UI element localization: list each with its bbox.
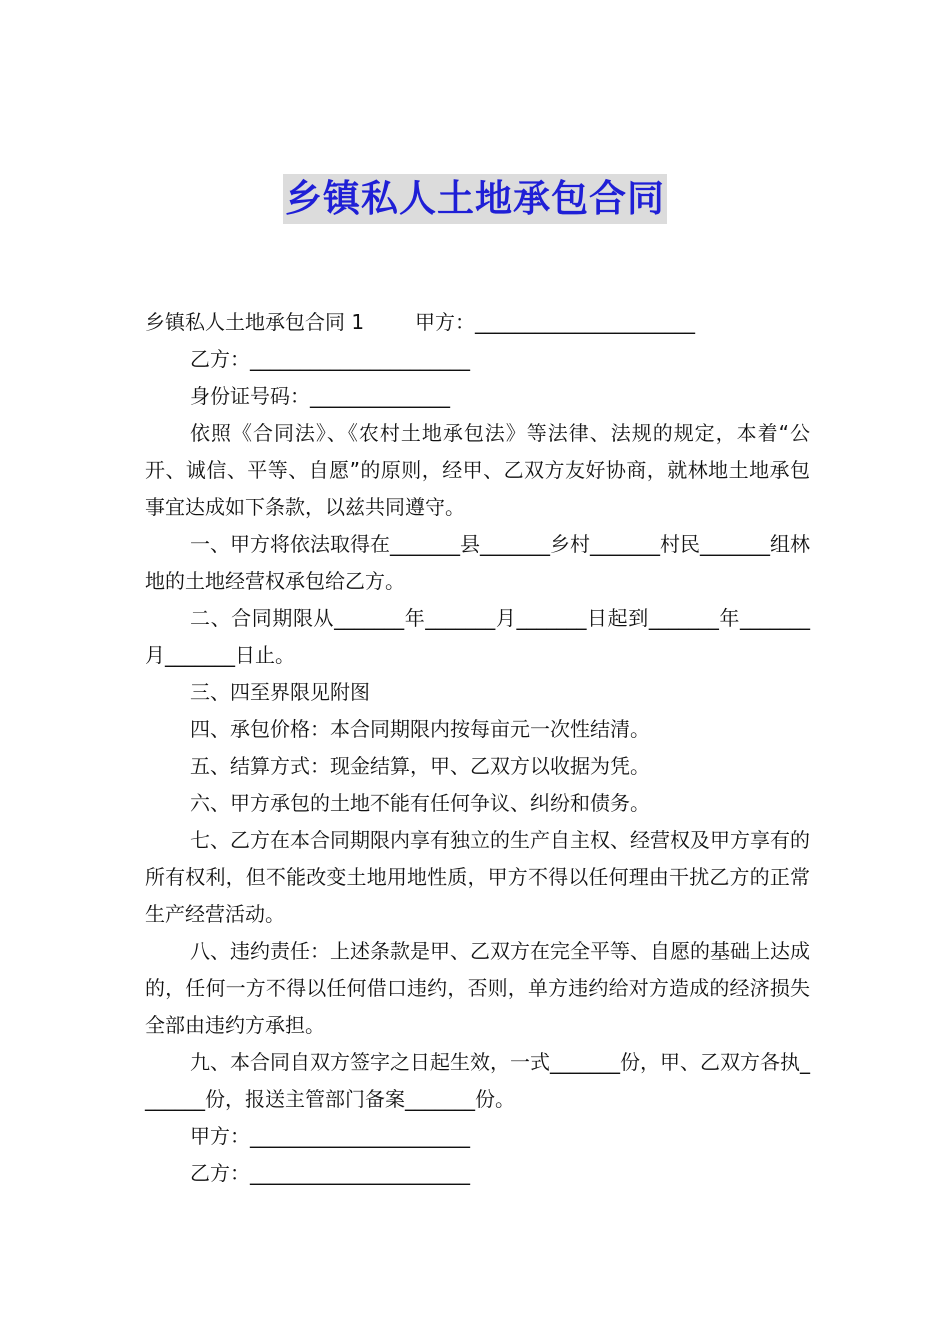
contract-heading-party-a-line: 乡镇私人土地承包合同 1 甲方：______________________ (145, 310, 695, 334)
clause-3: 三、四至界限见附图 (190, 680, 370, 704)
document-title: 乡镇私人土地承包合同 (283, 174, 667, 224)
signature-party-b: 乙方：______________________ (190, 1161, 470, 1185)
preamble-paragraph: 依照《合同法》、《农村土地承包法》等法律、法规的规定，本着“公开、诚信、平等、自愿”的原则，经甲、乙双方友好协商，就林地土地承包事宜达成如下条款，以兹共同遵守。 (145, 421, 810, 519)
document-body (145, 304, 810, 1192)
clause-2: 二、合同期限从_______年_______月_______日起到_______年_______月_______日止。 (145, 606, 810, 667)
clause-1: 一、甲方将依法取得在_______县_______乡村_______村民_______组林地的土地经营权承包给乙方。 (145, 532, 810, 593)
party-b-line: 乙方：______________________ (190, 347, 470, 371)
clause-4: 四、承包价格：本合同期限内按每亩元一次性结清。 (190, 717, 650, 741)
clause-5: 五、结算方式：现金结算，甲、乙双方以收据为凭。 (190, 754, 650, 778)
clause-7: 七、乙方在本合同期限内享有独立的生产自主权、经营权及甲方享有的所有权利，但不能改变土地用地性质，甲方不得以任何理由干扰乙方的正常生产经营活动。 (145, 828, 810, 926)
clause-6: 六、甲方承包的土地不能有任何争议、纠纷和债务。 (190, 791, 650, 815)
clause-9: 九、本合同自双方签字之日起生效，一式_______份，甲、乙双方各执_______份，报送主管部门备案_______份。 (145, 1050, 810, 1111)
title-container (0, 174, 950, 224)
signature-party-a: 甲方：______________________ (190, 1124, 470, 1148)
id-number-line: 身份证号码：______________ (190, 384, 450, 408)
clause-8: 八、违约责任：上述条款是甲、乙双方在完全平等、自愿的基础上达成的，任何一方不得以任何借口违约，否则，单方违约给对方造成的经济损失全部由违约方承担。 (145, 939, 810, 1037)
